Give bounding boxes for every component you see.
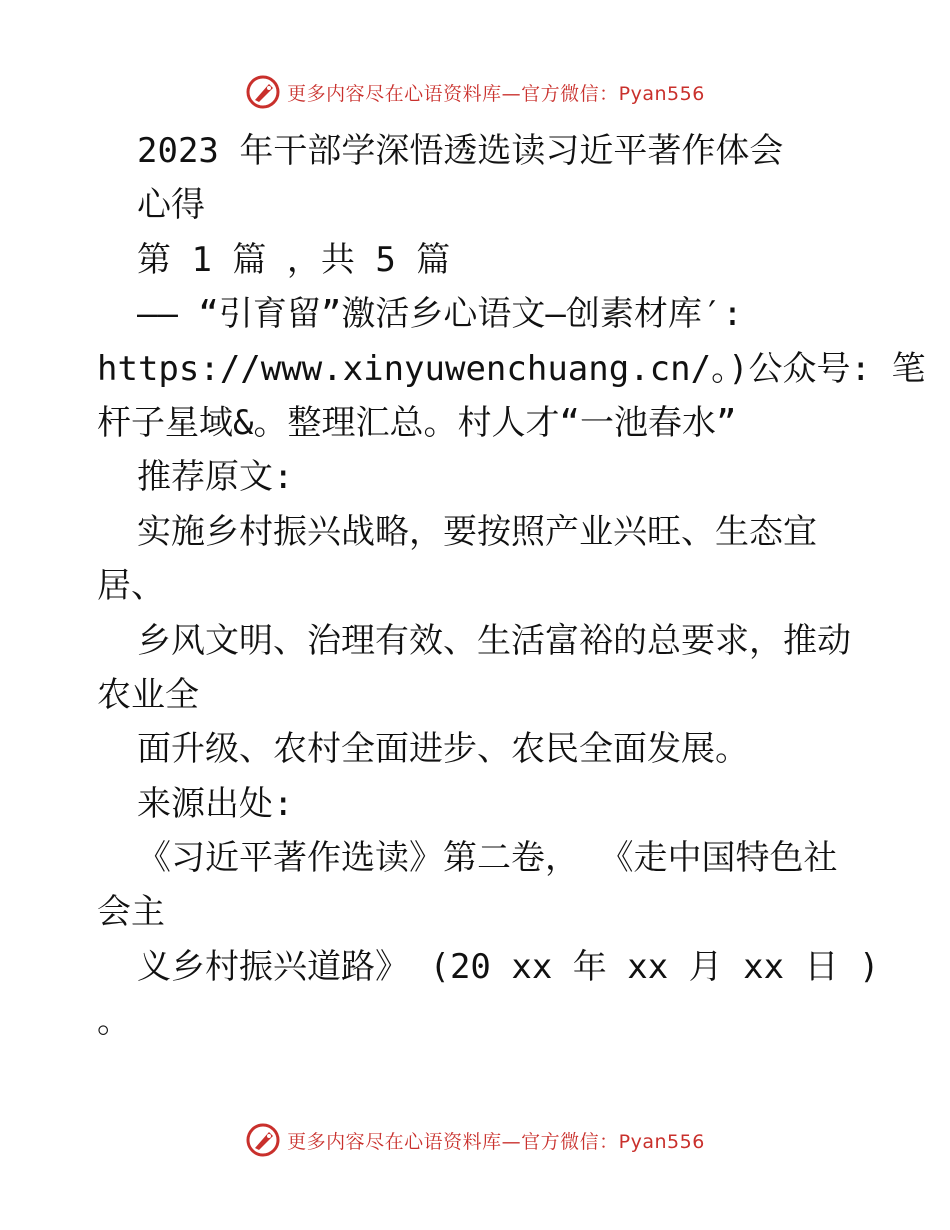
text-line: 实施乡村振兴战略，要按照产业兴旺、生态宜 [137,511,817,552]
banner-text: 更多内容尽在心语资料库—官方微信：Pyan556 [287,82,705,105]
header-watermark-banner [0,70,950,114]
text-line: 居、 [97,566,165,607]
text-line: 第 1 篇 ，共 5 篇 [137,239,451,280]
text-line: —— “引育留”激活乡心语文—创素材库′: [137,294,743,335]
pen-nib-logo-icon [245,1122,281,1158]
text-line: 乡风文明、治理有效、生活富裕的总要求，推动 [137,620,851,661]
document-body [97,124,926,1049]
text-line: 推荐原文: [137,457,294,498]
text-line: 《习近平著作选读》第二卷， 《走中国特色社 [137,838,838,879]
pen-nib-logo-icon [245,74,281,110]
text-line: 会主 [97,892,165,933]
text-line: 来源出处: [137,783,294,824]
text-line: 。 [97,1001,131,1042]
text-line: 杆子星域&。整理汇总。村人才“一池春水” [97,402,737,443]
footer-watermark-banner [0,1118,950,1162]
banner-text: 更多内容尽在心语资料库—官方微信：Pyan556 [287,1130,705,1153]
text-line: 义乡村振兴道路》 (20 xx 年 xx 月 xx 日 ) [137,946,880,987]
text-line: 面升级、农村全面进步、农民全面发展。 [137,729,749,770]
text-line: https://www.xinyuwenchuang.cn/。)公众号: 笔 [97,348,926,389]
text-line: 2023 年干部学深悟透选读习近平著作体会 [137,131,784,171]
text-line: 心得 [137,185,205,226]
text-line: 农业全 [97,674,199,715]
